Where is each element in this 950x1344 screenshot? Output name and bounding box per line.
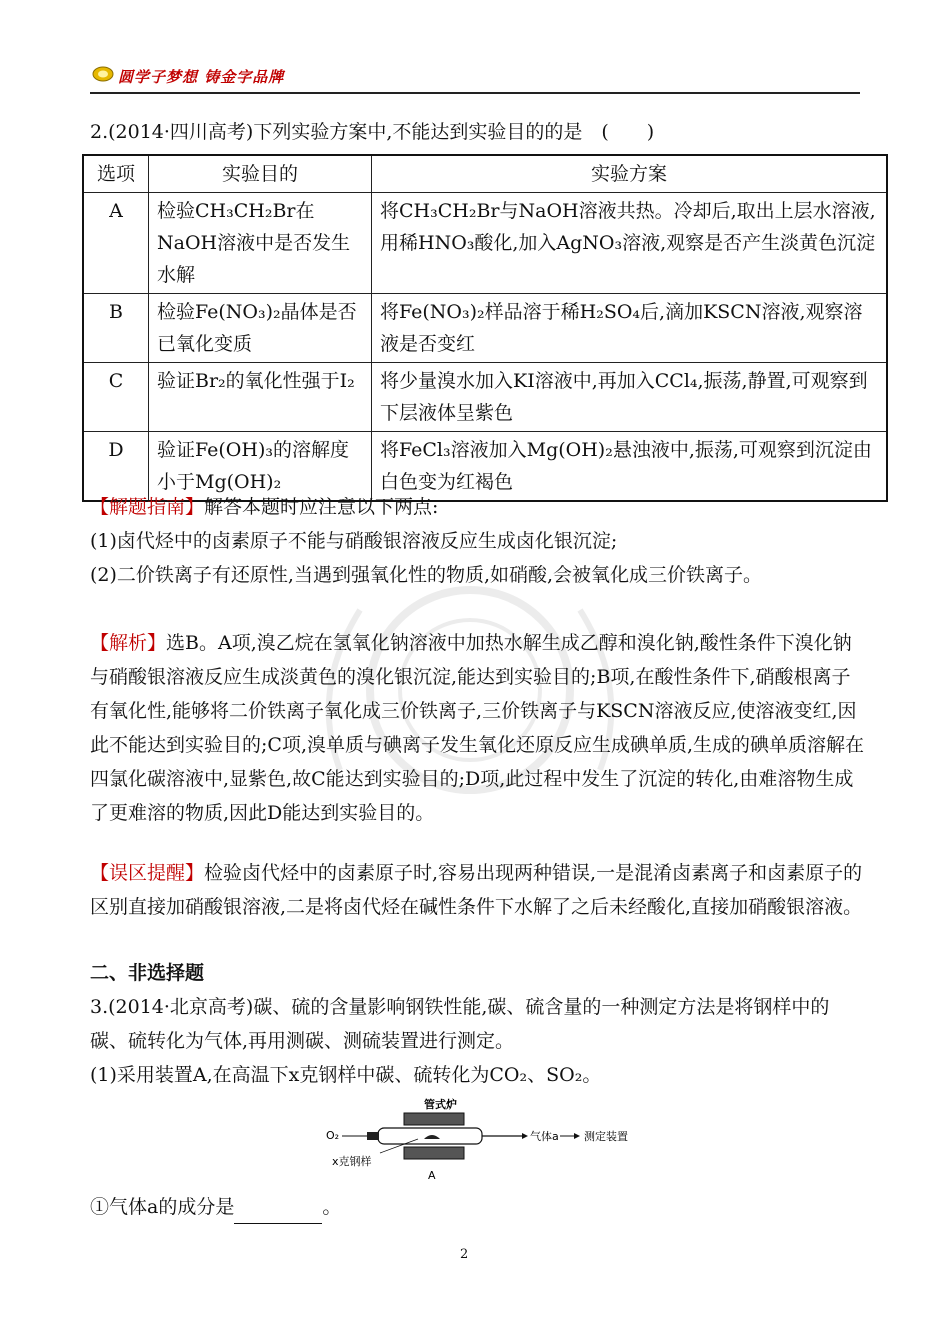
apparatus-label: A [428, 1169, 436, 1182]
option-plan: 将Fe(NO₃)₂样品溶于稀H₂SO₄后,滴加KSCN溶液,观察溶液是否变红 [372, 294, 888, 363]
page-header [90, 62, 860, 94]
table-header-cell: 实验目的 [149, 155, 372, 193]
guide-tag: 【解题指南】 [90, 496, 205, 518]
table-header-cell: 实验方案 [372, 155, 888, 193]
option-plan: 将FeCl₃溶液加入Mg(OH)₂悬浊液中,振荡,可观察到沉淀由白色变为红褐色 [372, 432, 888, 502]
option-goal: 验证Br₂的氧化性强于I₂ [149, 363, 372, 432]
gas-label: 气体a [530, 1130, 559, 1143]
table-header-cell: 选项 [83, 155, 149, 193]
sample-label: x克钢样 [332, 1155, 372, 1168]
question-3-part-1: (1)采用装置A,在高温下x克钢样中碳、硫转化为CO₂、SO₂。 [90, 1064, 602, 1086]
option-label: C [83, 363, 149, 432]
analysis-block [90, 626, 865, 830]
furnace-label: 管式炉 [424, 1098, 457, 1111]
device-label: 测定装置 [584, 1130, 628, 1143]
option-label: B [83, 294, 149, 363]
section-title: 二、非选择题 [90, 962, 205, 984]
question-3-sub-1 [90, 1190, 865, 1224]
option-label: D [83, 432, 149, 502]
answer-blank[interactable] [234, 1201, 322, 1224]
warning-text: 检验卤代烃中的卤素原子时,容易出现两种错误,一是混淆卤素离子和卤素原子的区别直接加硝酸银溶液,二是将卤代烃在碱性条件下水解了之后未经酸化,直接加硝酸银溶液。 [90, 862, 863, 918]
mistake-warning [90, 856, 865, 924]
analysis-text: 选B。A项,溴乙烷在氢氧化钠溶液中加热水解生成乙醇和溴化钠,酸性条件下溴化钠与硝酸银溶液反应生成淡黄色的溴化银沉淀,能达到实验目的;B项,在酸性条件下,硝酸根离子有氧化性,能够将二价铁离子氧化成三价铁离子,三价铁离子与KSCN溶液反应,使溶液变红,因此不能达到实验目的;C项,溴单质与碘离子发生氧化还原反应生成碘单质,生成的碘单质溶解在四氯化碳溶液中,显紫色,故C能达到实验目的;D项,此过程中发生了沉淀的转化,由难溶物生成了更难溶的物质,因此D能达到实验目的。 [90, 632, 865, 824]
page-number: 2 [460, 1247, 469, 1262]
option-label: A [83, 193, 149, 294]
header-slogan: 圆学子梦想 铸金字品牌 [118, 68, 285, 86]
table-header-row [83, 155, 887, 193]
option-goal: 检验CH₃CH₂Br在NaOH溶液中是否发生水解 [149, 193, 372, 294]
sub-question-suffix: 。 [322, 1196, 342, 1218]
option-goal: 检验Fe(NO₃)₂晶体是否已氧化变质 [149, 294, 372, 363]
guide-point-1: (1)卤代烃中的卤素原子不能与硝酸银溶液反应生成卤化银沉淀; [90, 530, 618, 552]
question-2-stem: 2.(2014·四川高考)下列实验方案中,不能达到实验目的的是 ( ) [90, 121, 655, 143]
table-row [83, 294, 887, 363]
solution-guide [90, 490, 865, 524]
o2-label: O₂ [326, 1129, 340, 1142]
experiment-table [82, 154, 888, 502]
guide-point-2: (2)二价铁离子有还原性,当遇到强氧化性的物质,如硝酸,会被氧化成三价铁离子。 [90, 564, 763, 586]
option-goal: 验证Fe(OH)₃的溶解度小于Mg(OH)₂ [149, 432, 372, 502]
guide-text: 解答本题时应注意以下两点: [204, 496, 439, 518]
table-row [83, 363, 887, 432]
apparatus-diagram [322, 1095, 652, 1185]
warning-tag: 【误区提醒】 [90, 862, 205, 884]
option-plan: 将少量溴水加入KI溶液中,再加入CCl₄,振荡,静置,可观察到下层液体呈紫色 [372, 363, 888, 432]
sub-question-text: ①气体a的成分是 [90, 1196, 235, 1218]
logo-icon [92, 66, 114, 82]
option-plan: 将CH₃CH₂Br与NaOH溶液共热。冷却后,取出上层水溶液,用稀HNO₃酸化,加入AgNO₃溶液,观察是否产生淡黄色沉淀 [372, 193, 888, 294]
question-3-stem: 3.(2014·北京高考)碳、硫的含量影响钢铁性能,碳、硫含量的一种测定方法是将钢样中的碳、硫转化为气体,再用测碳、测硫装置进行测定。 [90, 996, 830, 1052]
table-row [83, 193, 887, 294]
analysis-tag: 【解析】 [90, 632, 167, 654]
